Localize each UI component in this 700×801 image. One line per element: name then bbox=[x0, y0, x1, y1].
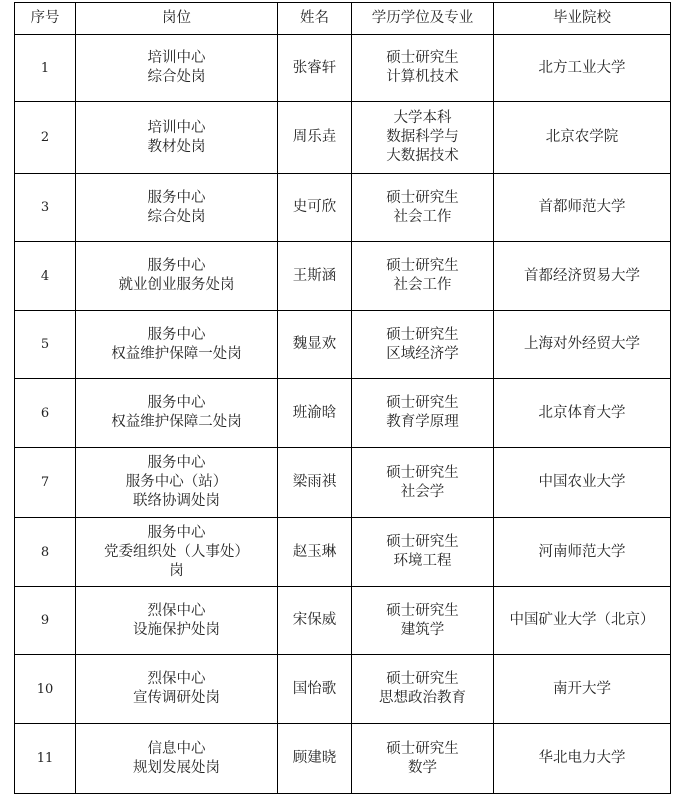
cell-degree: 硕士研究生 区域经济学 bbox=[352, 311, 494, 379]
table-row bbox=[15, 102, 671, 174]
cell-school: 中国农业大学 bbox=[494, 448, 671, 518]
cell-school: 华北电力大学 bbox=[494, 724, 671, 794]
cell-name: 王斯涵 bbox=[278, 242, 352, 311]
header-school: 毕业院校 bbox=[494, 3, 671, 35]
header-row bbox=[15, 3, 671, 35]
personnel-table bbox=[14, 2, 671, 794]
cell-school: 首都师范大学 bbox=[494, 174, 671, 242]
cell-name: 国怡歌 bbox=[278, 655, 352, 724]
cell-degree: 硕士研究生 教育学原理 bbox=[352, 379, 494, 448]
cell-no: 2 bbox=[15, 102, 76, 174]
cell-no: 7 bbox=[15, 448, 76, 518]
table-row bbox=[15, 311, 671, 379]
cell-no: 8 bbox=[15, 518, 76, 587]
cell-post: 服务中心 就业创业服务处岗 bbox=[76, 242, 278, 311]
cell-school: 中国矿业大学（北京） bbox=[494, 587, 671, 655]
cell-post: 服务中心 党委组织处（人事处） 岗 bbox=[76, 518, 278, 587]
cell-degree: 大学本科 数据科学与 大数据技术 bbox=[352, 102, 494, 174]
cell-degree: 硕士研究生 社会工作 bbox=[352, 242, 494, 311]
cell-name: 班渝晗 bbox=[278, 379, 352, 448]
table-row bbox=[15, 448, 671, 518]
cell-no: 4 bbox=[15, 242, 76, 311]
table-row bbox=[15, 242, 671, 311]
cell-name: 顾建晓 bbox=[278, 724, 352, 794]
table-row bbox=[15, 655, 671, 724]
header-post: 岗位 bbox=[76, 3, 278, 35]
cell-no: 5 bbox=[15, 311, 76, 379]
cell-degree: 硕士研究生 数学 bbox=[352, 724, 494, 794]
cell-post: 信息中心 规划发展处岗 bbox=[76, 724, 278, 794]
header-name: 姓名 bbox=[278, 3, 352, 35]
cell-post: 培训中心 教材处岗 bbox=[76, 102, 278, 174]
cell-school: 河南师范大学 bbox=[494, 518, 671, 587]
cell-name: 史可欣 bbox=[278, 174, 352, 242]
cell-school: 北方工业大学 bbox=[494, 35, 671, 102]
table-row bbox=[15, 518, 671, 587]
cell-post: 服务中心 权益维护保障一处岗 bbox=[76, 311, 278, 379]
cell-no: 11 bbox=[15, 724, 76, 794]
cell-degree: 硕士研究生 计算机技术 bbox=[352, 35, 494, 102]
cell-school: 上海对外经贸大学 bbox=[494, 311, 671, 379]
cell-no: 10 bbox=[15, 655, 76, 724]
cell-degree: 硕士研究生 建筑学 bbox=[352, 587, 494, 655]
cell-no: 9 bbox=[15, 587, 76, 655]
table-row bbox=[15, 379, 671, 448]
table-row bbox=[15, 174, 671, 242]
cell-school: 北京体育大学 bbox=[494, 379, 671, 448]
cell-school: 北京农学院 bbox=[494, 102, 671, 174]
cell-post: 服务中心 权益维护保障二处岗 bbox=[76, 379, 278, 448]
cell-post: 服务中心 综合处岗 bbox=[76, 174, 278, 242]
cell-name: 宋保威 bbox=[278, 587, 352, 655]
cell-no: 3 bbox=[15, 174, 76, 242]
cell-name: 魏显欢 bbox=[278, 311, 352, 379]
cell-name: 张睿轩 bbox=[278, 35, 352, 102]
header-degree: 学历学位及专业 bbox=[352, 3, 494, 35]
cell-name: 周乐垚 bbox=[278, 102, 352, 174]
cell-school: 南开大学 bbox=[494, 655, 671, 724]
cell-degree: 硕士研究生 思想政治教育 bbox=[352, 655, 494, 724]
cell-post: 烈保中心 设施保护处岗 bbox=[76, 587, 278, 655]
header-no: 序号 bbox=[15, 3, 76, 35]
cell-school: 首都经济贸易大学 bbox=[494, 242, 671, 311]
cell-name: 梁雨祺 bbox=[278, 448, 352, 518]
table-row bbox=[15, 35, 671, 102]
cell-degree: 硕士研究生 环境工程 bbox=[352, 518, 494, 587]
cell-no: 6 bbox=[15, 379, 76, 448]
table-row bbox=[15, 724, 671, 794]
cell-post: 培训中心 综合处岗 bbox=[76, 35, 278, 102]
cell-post: 烈保中心 宣传调研处岗 bbox=[76, 655, 278, 724]
cell-name: 赵玉琳 bbox=[278, 518, 352, 587]
cell-no: 1 bbox=[15, 35, 76, 102]
cell-degree: 硕士研究生 社会工作 bbox=[352, 174, 494, 242]
cell-degree: 硕士研究生 社会学 bbox=[352, 448, 494, 518]
cell-post: 服务中心 服务中心（站） 联络协调处岗 bbox=[76, 448, 278, 518]
table-row bbox=[15, 587, 671, 655]
